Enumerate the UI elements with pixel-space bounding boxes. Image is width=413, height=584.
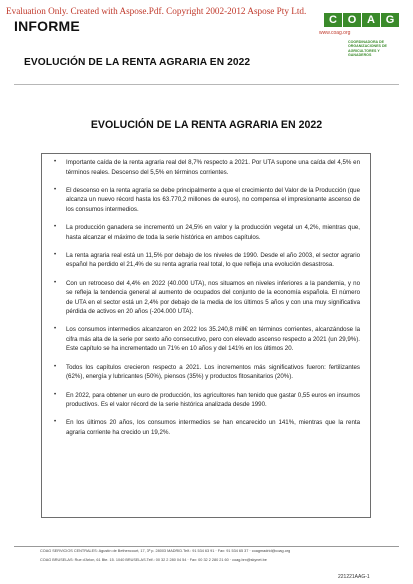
bullet-item [54,251,360,270]
bullet-text: La renta agraria real está un 11,5% por debajo de los niveles de 1990. Desde el año 2003, el sector agrario español ha perdido el 21,4% de su renta agraria real total, lo que refleja una evolución desastrosa. [66,251,360,269]
bullet-text: En 2022, para obtener un euro de producción, los agricultores han tenido que gastar 0,55 euros en insumos productivos. Es el valor récord de la serie histórica analizada desde 1990. [66,391,360,409]
bullet-icon: • [54,391,57,398]
bullet-text: La producción ganadera se incrementó un 24,5% en valor y la producción vegetal un 4,2%, mientras que, hasta alcanzar el máximo de toda la serie histórica en ambos capítulos. [66,224,360,241]
bullet-text: Todos los capítulos crecieron respecto a 2021. Los incrementos más significativos fueron: fertilizantes (62%), energía y lubricantes (50%), piensos (35%) y productos fitosanitarios (20%). [66,363,360,381]
footer-divider [14,546,399,547]
bullet-text: El descenso en la renta agraria se debe principalmente a que el crecimiento del Valor de la Producción (que alcanza un nuevo récord hasta los 63.770,2 millones de euros), no compensa el impresionante ascenso de los consumos intermedios. [66,186,360,213]
header-divider [14,84,399,85]
bullet-text: En los últimos 20 años, los consumos intermedios se han encarecido un 141%, mientras que la renta agraria corriente ha crecido un 19,2%. [66,419,360,436]
bullet-icon: • [54,251,57,258]
section-title: EVOLUCIÓN DE LA RENTA AGRARIA EN 2022 [90,119,323,131]
report-label: INFORME [14,18,80,34]
bullet-item [54,223,360,242]
logo-letter: A [362,13,380,27]
bullet-icon: • [54,186,57,193]
bullet-item [54,325,360,354]
bullet-icon: • [54,363,57,370]
page-header-title: EVOLUCIÓN DE LA RENTA AGRARIA EN 2022 [24,57,251,68]
bullet-list [42,154,370,437]
logo-url: www.coag.org [319,30,351,36]
bullet-text: Con un retroceso del 4,4% en 2022 (40.000 UTA), nos situamos en niveles inferiores a la pandemia, y no se refleja la tendencia general al aumento de ocupados del conjunto de la economía española. El número de UTA en el sector está un 2,4% por debajo de la media de los últimos 5 años y con una muy significativa pérdida de activos en 20 años (-204.000 UTA). [66,279,360,316]
logo-letter: G [381,13,399,27]
logo-subtitle: COORDINADORA DE ORGANIZACIONES DE AGRICULTORES Y GANADEROS [348,40,387,58]
bullet-item [54,418,360,437]
bullet-text: Los consumos intermedios alcanzaron en 2022 los 35.240,8 mill€ en términos corrientes, alcanzándose la cifra más alta de la serie por sexto año consecutivo, pero con elevado ascenso respecto a 2021 (un 29,9%). Este capítulo se ha incrementado un 71% en 10 años y del 141% en los últimos 20. [66,326,360,353]
bullet-icon: • [54,159,57,165]
footer-address-brussels: COAG BRUSELAS: Rue d'Arlon, 61 Bte. 15. 1040 BRUSELAS.Telf.: 00 32 2 280 04 54 · Fax: 00 32 2 280 21 60 · coag.brx@skynet.be [40,558,267,562]
document-code: 221221AAG-1 [338,574,370,580]
bullet-item [54,279,360,317]
logo-letter: O [343,13,361,27]
bullet-item [54,391,360,410]
footer-address-madrid: COAG SERVICIOS CENTRALES: Agustín de Bethencourt, 17, 3º p. 28003 MADRID.Telf.: 91 534 63 91 · Fax: 91 534 65 37 · coagmadrid@coag.org [40,549,291,553]
coag-logo [319,13,399,63]
logo-letter: C [324,13,342,27]
bullet-item [54,158,360,177]
bullet-icon: • [54,326,57,333]
evaluation-watermark: Evaluation Only. Created with Aspose.Pdf. Copyright 2002-2012 Aspose Pty Ltd. [6,6,307,16]
bullet-item [54,186,360,215]
bullet-icon: • [54,224,57,231]
summary-box [41,153,371,518]
bullet-icon: • [54,279,57,286]
bullet-icon: • [54,419,57,426]
bullet-text: Importante caída de la renta agraria real del 8,7% respecto a 2021. Por UTA supone una caída del 4,5% en términos reales. Descenso del 5,5% en términos corrientes. [66,159,360,176]
bullet-item [54,363,360,382]
